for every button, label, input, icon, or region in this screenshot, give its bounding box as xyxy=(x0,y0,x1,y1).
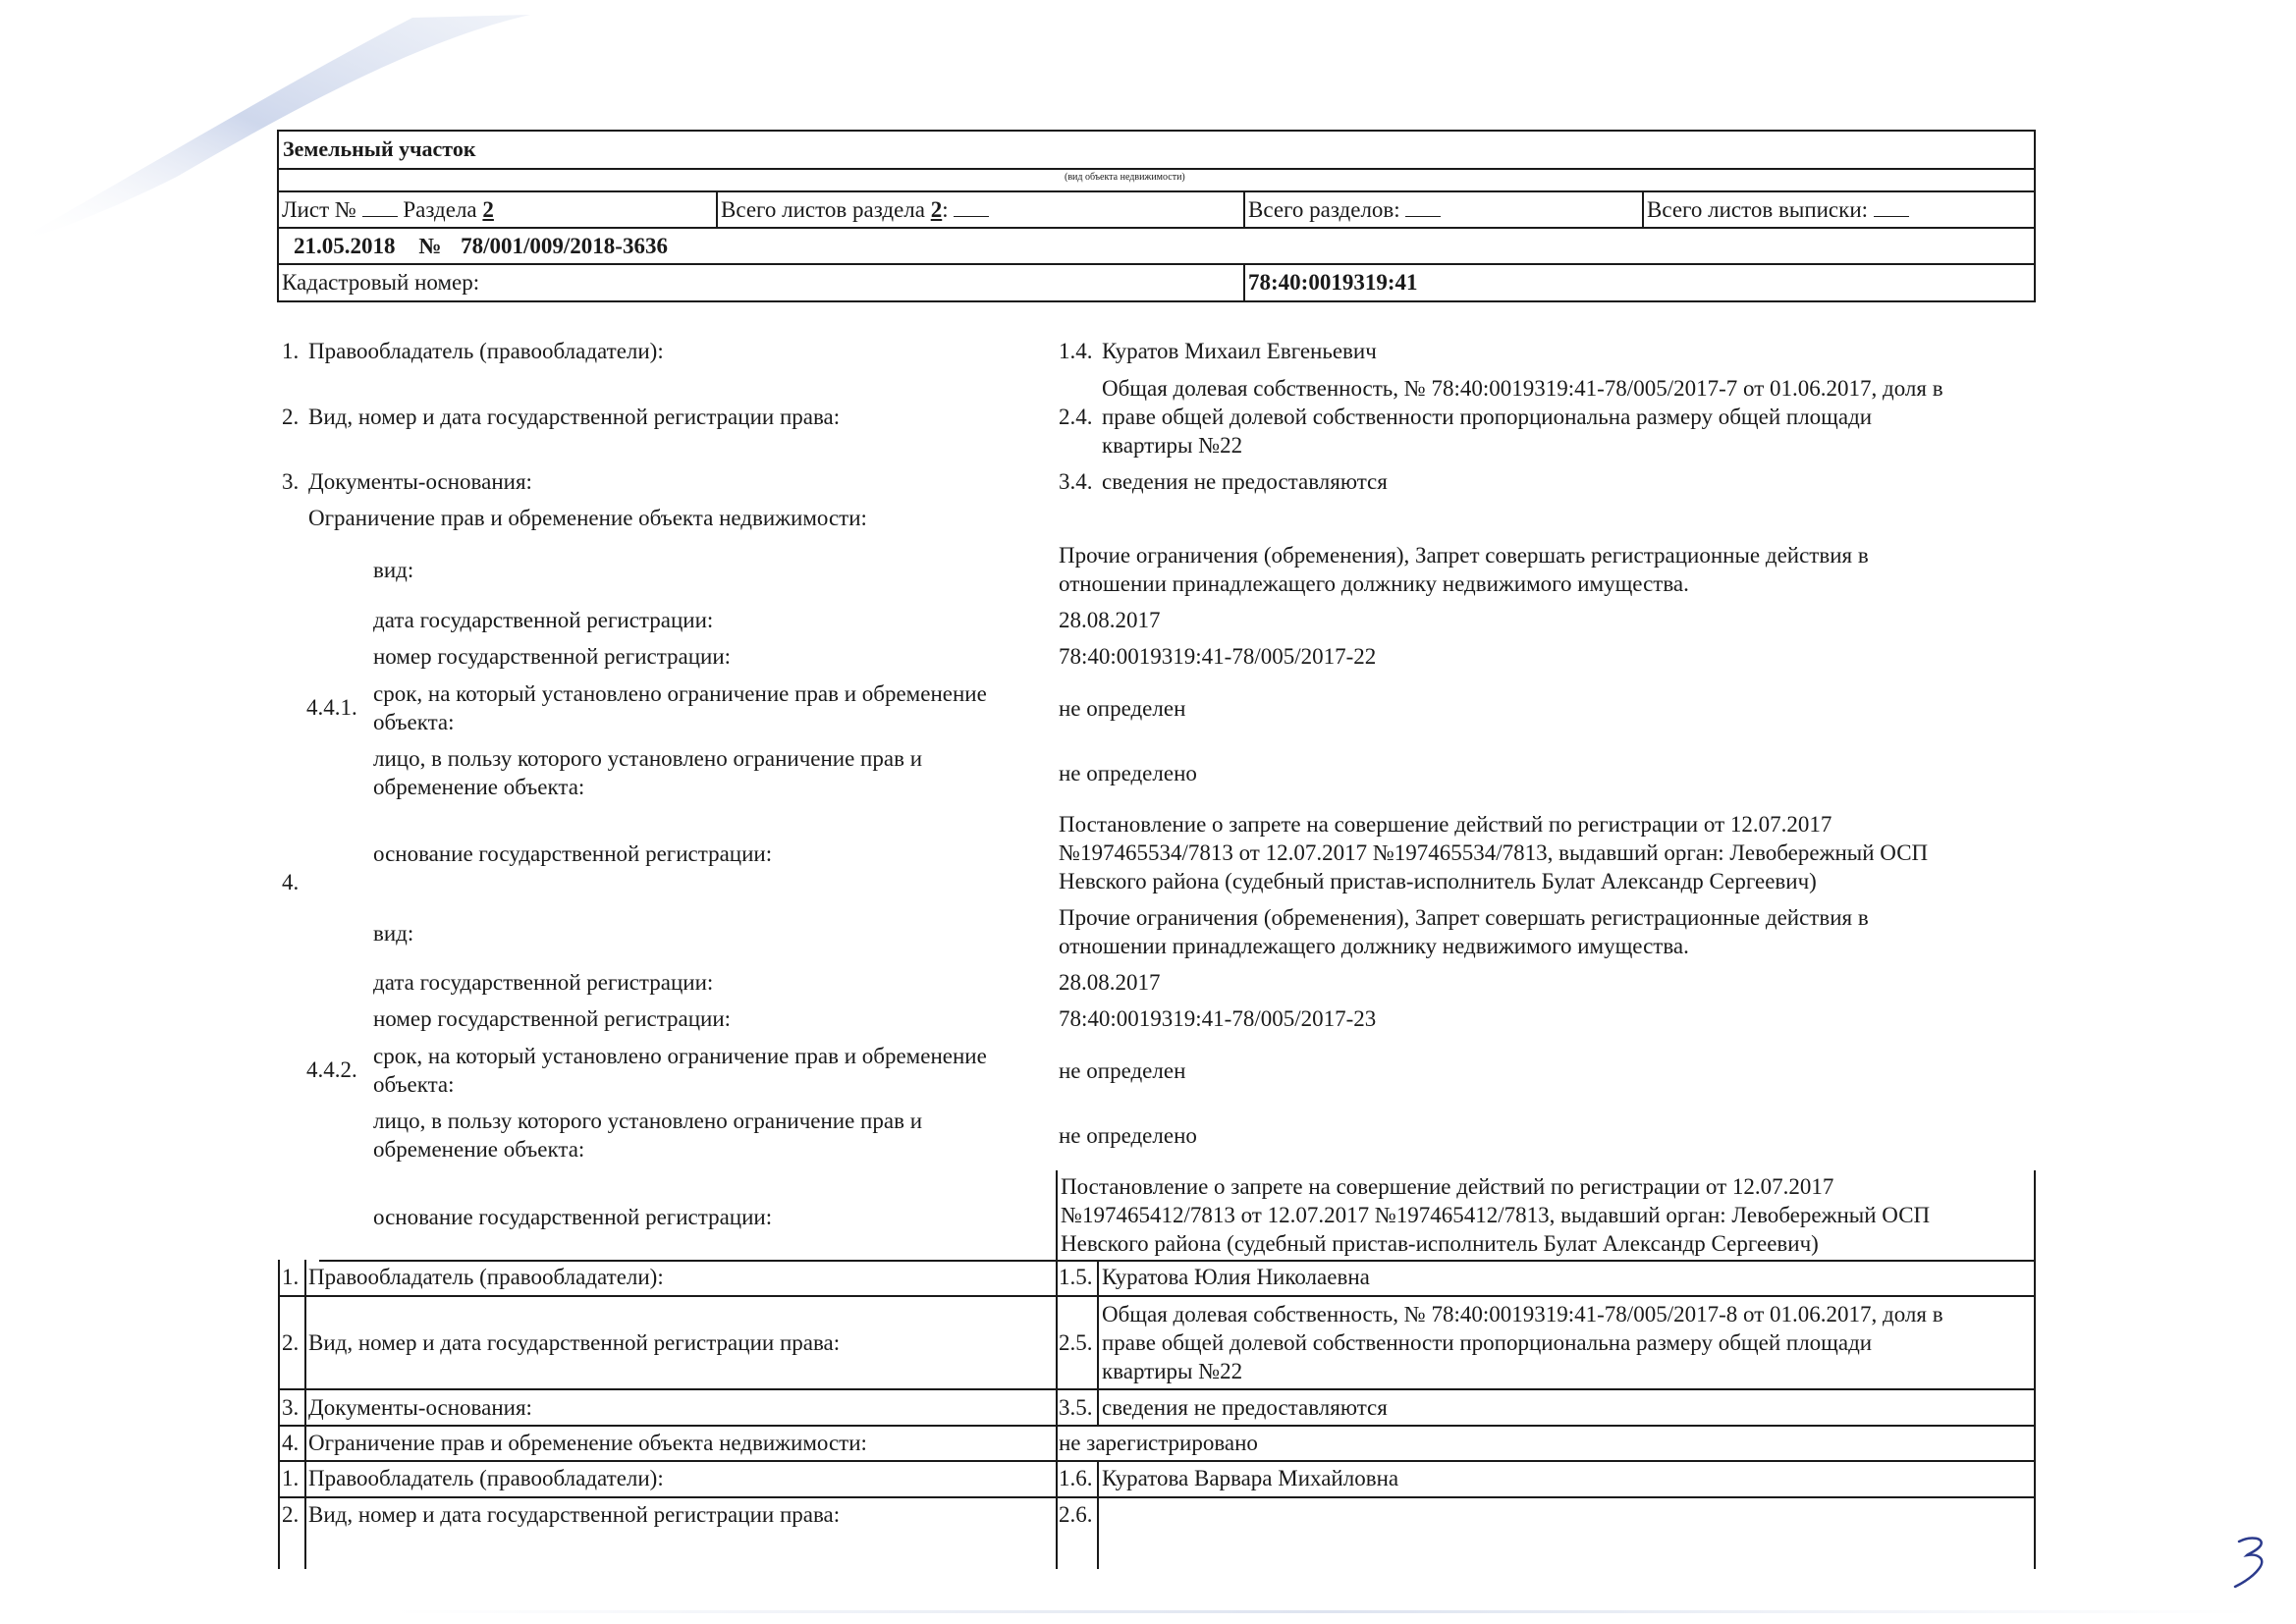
row-num: 3. xyxy=(282,1395,300,1420)
row-label: Вид, номер и дата государственной регистрации права: xyxy=(308,1502,841,1527)
person-label-line: лицо, в пользу которого установлено ограничение прав и xyxy=(373,1109,922,1133)
total-extract-sheets-blank xyxy=(1874,198,1909,217)
basis-value-line: Постановление о запрете на совершение действий по регистрации от 12.07.2017 xyxy=(1059,812,1832,837)
owner-name: Куратова Юлия Николаевна xyxy=(1102,1265,1370,1289)
term-value: не определен xyxy=(1059,696,1186,721)
number-sign: № xyxy=(418,234,442,258)
row-num: 1. xyxy=(282,1466,300,1490)
object-type-caption: (вид объекта недвижимости) xyxy=(1065,172,1185,183)
person-label-line: обременение объекта: xyxy=(373,775,585,799)
total-section-sheets-field xyxy=(721,195,989,225)
restriction-value: не зарегистрировано xyxy=(1059,1431,1258,1455)
total-section-sheets-sep: : xyxy=(942,197,949,222)
row-label: Вид, номер и дата государственной регистрации права: xyxy=(308,405,841,429)
object-type-title: Земельный участок xyxy=(283,136,476,161)
row-num: 4. xyxy=(282,1431,300,1455)
row-label: Правообладатель (правообладатели): xyxy=(308,1466,664,1490)
kind-value-line: Прочие ограничения (обременения), Запрет совершать регистрационные действия в xyxy=(1059,905,1869,930)
row-num: 3. xyxy=(282,469,300,494)
row-num: 2. xyxy=(282,1330,300,1355)
row-label: Правообладатель (правообладатели): xyxy=(308,339,664,363)
total-section-sheets-value: 2 xyxy=(930,197,943,222)
item-num: 4.4.1. xyxy=(306,695,357,720)
section-label: Раздела xyxy=(403,197,477,222)
restriction-title: Ограничение прав и обременение объекта недвижимости: xyxy=(308,506,867,530)
extract-date-number xyxy=(294,232,668,261)
extract-date: 21.05.2018 xyxy=(294,234,396,258)
row-label: Вид, номер и дата государственной регистрации права: xyxy=(308,1330,841,1355)
term-label-line: срок, на который установлено ограничение прав и обременение xyxy=(373,1044,987,1068)
total-sections-label: Всего разделов: xyxy=(1248,197,1400,222)
term-label-line: срок, на который установлено ограничение прав и обременение xyxy=(373,681,987,706)
row-sub: 2.4. xyxy=(1059,405,1093,429)
basis-value-line: Невского района (судебный пристав-исполнитель Булат Александр Сергеевич) xyxy=(1061,1231,1819,1256)
documents-value: сведения не предоставляются xyxy=(1102,469,1388,494)
basis-label: основание государственной регистрации: xyxy=(373,1205,773,1229)
basis-value-line: №197465412/7813 от 12.07.2017 №197465412/7813, выдавший орган: Левобережный ОСП xyxy=(1061,1203,1931,1227)
number-label: номер государственной регистрации: xyxy=(373,644,732,669)
total-sections-field xyxy=(1248,195,1441,225)
row-label: Документы-основания: xyxy=(308,1395,532,1420)
section-value: 2 xyxy=(482,197,494,222)
handwritten-page-number xyxy=(2229,1532,2278,1591)
number-value: 78:40:0019319:41-78/005/2017-22 xyxy=(1059,644,1377,669)
cadastral-label: Кадастровый номер: xyxy=(282,270,480,295)
kind-value-line: отношении принадлежащего должнику недвижимого имущества. xyxy=(1059,571,1689,596)
sheet-label: Лист № xyxy=(282,197,356,222)
right-value-line: квартиры №22 xyxy=(1102,433,1243,458)
number-label: номер государственной регистрации: xyxy=(373,1006,732,1031)
kind-label: вид: xyxy=(373,558,414,582)
right-value-line: Общая долевая собственность, № 78:40:0019319:41-78/005/2017-7 от 01.06.2017, доля в xyxy=(1102,376,1943,401)
row-num: 2. xyxy=(282,405,300,429)
term-label-line: объекта: xyxy=(373,710,455,734)
item-num: 4.4.2. xyxy=(306,1057,357,1082)
basis-value-line: №197465534/7813 от 12.07.2017 №197465534/7813, выдавший орган: Левобережный ОСП xyxy=(1059,840,1929,865)
owner-name: Куратов Михаил Евгеньевич xyxy=(1102,339,1377,363)
total-extract-sheets-field xyxy=(1647,195,1909,225)
row-sub: 1.4. xyxy=(1059,339,1093,363)
date-label: дата государственной регистрации: xyxy=(373,970,714,995)
date-value: 28.08.2017 xyxy=(1059,970,1161,995)
total-section-sheets-label: Всего листов раздела xyxy=(721,197,925,222)
date-label: дата государственной регистрации: xyxy=(373,608,714,632)
restriction-num: 4. xyxy=(282,870,300,894)
right-value-line: праве общей долевой собственности пропорциональна размеру общей площади xyxy=(1102,1330,1873,1355)
row-sub: 1.5. xyxy=(1059,1265,1093,1289)
row-num: 1. xyxy=(282,339,300,363)
row-sub: 2.6. xyxy=(1059,1502,1093,1527)
extract-number: 78/001/009/2018-3636 xyxy=(461,234,668,258)
term-value: не определен xyxy=(1059,1058,1186,1083)
kind-label: вид: xyxy=(373,921,414,946)
right-value-line: Общая долевая собственность, № 78:40:0019319:41-78/005/2017-8 от 01.06.2017, доля в xyxy=(1102,1302,1943,1326)
sheet-number-field xyxy=(282,195,494,225)
row-num: 2. xyxy=(282,1502,300,1527)
row-label: Документы-основания: xyxy=(308,469,532,494)
number-value: 78:40:0019319:41-78/005/2017-23 xyxy=(1059,1006,1377,1031)
basis-value-line: Невского района (судебный пристав-исполнитель Булат Александр Сергеевич) xyxy=(1059,869,1817,893)
sheet-blank xyxy=(362,198,398,217)
kind-value-line: Прочие ограничения (обременения), Запрет совершать регистрационные действия в xyxy=(1059,543,1869,568)
cadastral-value: 78:40:0019319:41 xyxy=(1248,270,1418,295)
row-sub: 3.4. xyxy=(1059,469,1093,494)
documents-value: сведения не предоставляются xyxy=(1102,1395,1388,1420)
row-label: Правообладатель (правообладатели): xyxy=(308,1265,664,1289)
basis-label: основание государственной регистрации: xyxy=(373,841,773,866)
row-sub: 2.5. xyxy=(1059,1330,1093,1355)
right-value-line: квартиры №22 xyxy=(1102,1359,1243,1383)
total-sections-blank xyxy=(1405,198,1441,217)
date-value: 28.08.2017 xyxy=(1059,608,1161,632)
right-value-line: праве общей долевой собственности пропорциональна размеру общей площади xyxy=(1102,405,1873,429)
owner-name: Куратова Варвара Михайловна xyxy=(1102,1466,1399,1490)
row-num: 1. xyxy=(282,1265,300,1289)
term-label-line: объекта: xyxy=(373,1072,455,1097)
person-label-line: обременение объекта: xyxy=(373,1137,585,1162)
row-sub: 3.5. xyxy=(1059,1395,1093,1420)
total-section-sheets-blank xyxy=(954,198,989,217)
scan-edge-shadow xyxy=(393,1610,2259,1613)
person-value: не определено xyxy=(1059,1123,1197,1148)
kind-value-line: отношении принадлежащего должнику недвижимого имущества. xyxy=(1059,934,1689,958)
person-label-line: лицо, в пользу которого установлено ограничение прав и xyxy=(373,746,922,771)
total-extract-sheets-label: Всего листов выписки: xyxy=(1647,197,1869,222)
person-value: не определено xyxy=(1059,761,1197,785)
row-label: Ограничение прав и обременение объекта недвижимости: xyxy=(308,1431,867,1455)
row-sub: 1.6. xyxy=(1059,1466,1093,1490)
basis-value-line: Постановление о запрете на совершение действий по регистрации от 12.07.2017 xyxy=(1061,1174,1834,1199)
